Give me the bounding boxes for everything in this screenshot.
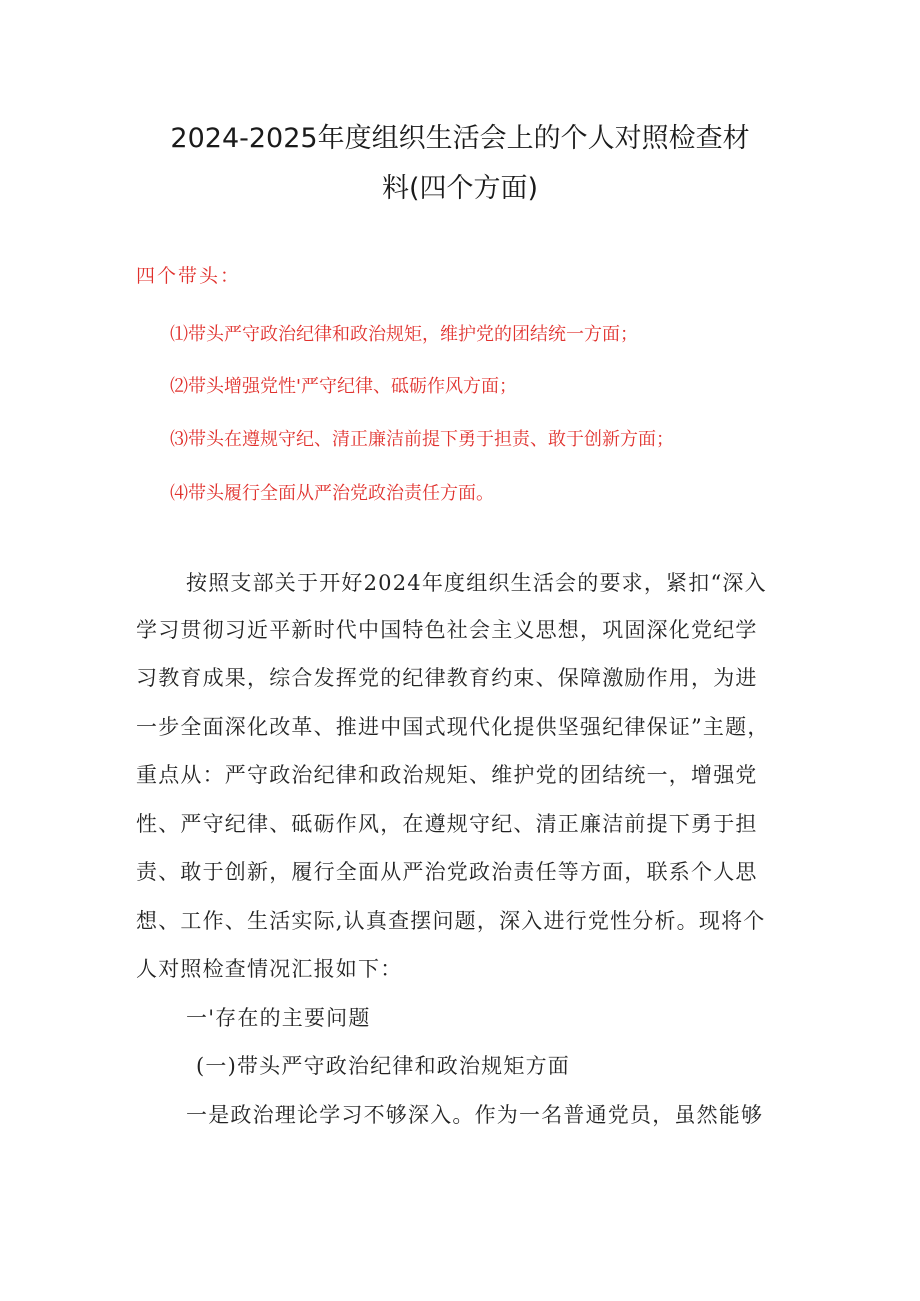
body-paragraph-line: 责、敢于创新，履行全面从严治党政治责任等方面，联系个人思 (136, 860, 758, 884)
four-leads-point-3: ⑶带头在遵规守纪、清正廉洁前提下勇于担责、敢于创新方面； (170, 429, 674, 450)
body-paragraph-line: 一是政治理论学习不够深入。作为一名普通党员，虽然能够 (186, 1103, 764, 1127)
four-leads-point-4: ⑷带头履行全面从严治党政治责任方面。 (170, 483, 494, 504)
body-paragraph-line: 一步全面深化改革、推进中国式现代化提供坚强纪律保证”主题， (136, 715, 770, 739)
body-paragraph-line: 性、严守纪律、砥砺作风，在遵规守纪、清正廉洁前提下勇于担 (136, 812, 758, 836)
body-paragraph-line: 学习贯彻习近平新时代中国特色社会主义思想，巩固深化党纪学 (136, 618, 758, 642)
section-heading: 一'存在的主要问题 (186, 1006, 371, 1030)
body-paragraph-line: 习教育成果，综合发挥党的纪律教育约束、保障激励作用，为进 (136, 666, 758, 690)
four-leads-point-2: ⑵带头增强党性'严守纪律、砥砺作风方面； (170, 376, 517, 397)
document-title-line-2: 料(四个方面) (381, 173, 539, 204)
body-paragraph-line: 人对照检查情况汇报如下： (136, 957, 403, 981)
body-paragraph-line: 重点从：严守政治纪律和政治规矩、维护党的团结统一，增强党 (136, 763, 758, 787)
body-paragraph-line: 想、工作、生活实际,认真查摆问题，深入进行党性分析。现将个 (136, 909, 766, 933)
document-title-line-1: 2024-2025年度组织生活会上的个人对照检查材 (170, 123, 750, 154)
four-leads-point-1: ⑴带头严守政治纪律和政治规矩，维护党的团结统一方面； (170, 324, 638, 345)
four-leads-heading: 四个带头： (136, 265, 242, 287)
subsection-heading: (一)带头严守政治纪律和政治规矩方面 (196, 1054, 570, 1078)
body-paragraph-line: 按照支部关于开好2024年度组织生活会的要求，紧扣“深入 (186, 571, 767, 595)
